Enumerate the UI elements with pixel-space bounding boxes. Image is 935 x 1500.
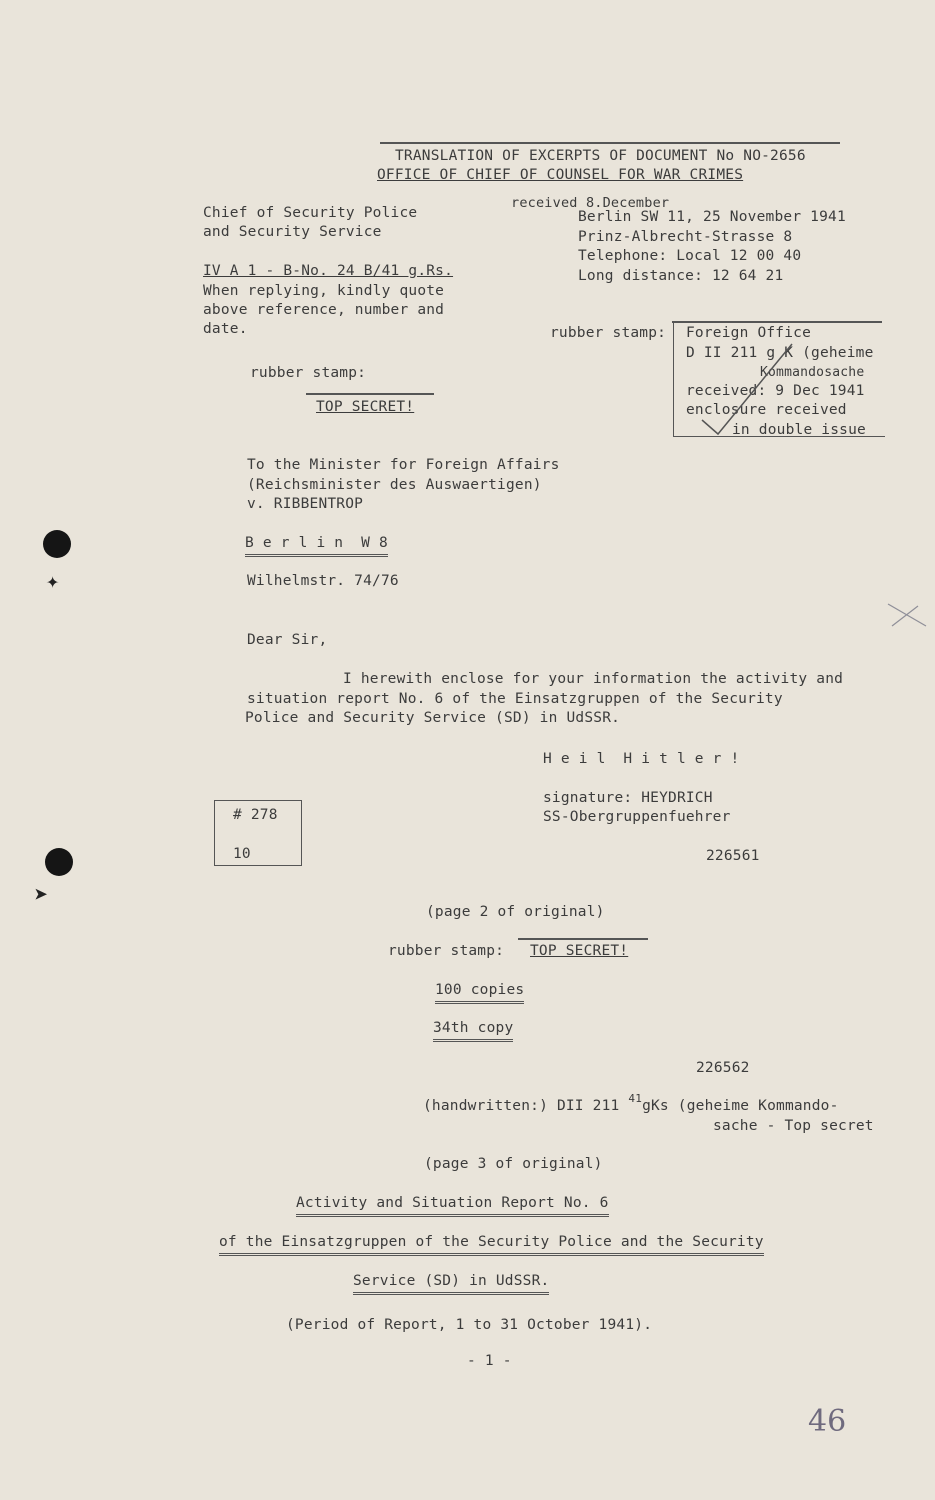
report-period: (Period of Report, 1 to 31 October 1941). (286, 1317, 653, 1333)
stamp-top-secret: TOP SECRET! (316, 399, 415, 415)
filing-box-line-1: # 278 (233, 807, 278, 823)
header-line-1: TRANSLATION OF EXCERPTS OF DOCUMENT No NO-2656 (395, 148, 806, 164)
copy-number: 34th copy (433, 1019, 513, 1042)
address-line-1: Berlin SW 11, 25 November 1941 (578, 209, 846, 225)
fo-stamp-line-4: received: 9 Dec 1941 (686, 383, 865, 399)
fo-stamp-line-1: Foreign Office (686, 325, 812, 341)
signature-line-1: signature: HEYDRICH (543, 790, 713, 806)
handwritten-reference-prefix: (handwritten:) DII 211 (423, 1098, 620, 1114)
sender-line-1: Chief of Security Police (203, 205, 418, 221)
report-title-line-3: Service (SD) in UdSSR. (353, 1272, 549, 1295)
body-line-3: Police and Security Service (SD) in UdSSR. (245, 710, 621, 726)
sender-line-2: and Security Service (203, 224, 382, 240)
sender-note-2: above reference, number and (203, 302, 445, 318)
recipient-line-2: (Reichsminister des Auswaertigen) (247, 477, 542, 493)
sender-reference: IV A 1 - B-No. 24 B/41 g.Rs. (203, 263, 454, 279)
address-line-4: Long distance: 12 64 21 (578, 268, 784, 284)
stamp-label: rubber stamp: (250, 365, 367, 381)
sender-note-3: date. (203, 321, 248, 337)
report-title-line-2: of the Einsatzgruppen of the Security Police and the Security (219, 1233, 764, 1256)
fo-stamp-line-2: D II 211 g K (geheime (686, 345, 874, 361)
salutation: Dear Sir, (247, 632, 328, 648)
ink-mark: ➤ (34, 881, 49, 909)
address-line-3: Telephone: Local 12 00 40 (578, 248, 802, 264)
punch-hole-bottom (45, 848, 73, 876)
sender-note-1: When replying, kindly quote (203, 283, 445, 299)
handwritten-reference-suffix: gKs (geheime Kommando- (642, 1098, 839, 1114)
body-line-1: I herewith enclose for your information the activity and (343, 671, 844, 687)
document-number-2: 226562 (696, 1060, 750, 1076)
document-number-1: 226561 (706, 848, 760, 864)
page-2-stamp-rule (518, 938, 648, 940)
body-line-2: situation report No. 6 of the Einsatzgruppen of the Security (247, 691, 783, 707)
header-rule (380, 142, 840, 144)
fo-stamp-line-5: enclosure received (686, 402, 847, 418)
page-number: - 1 - (467, 1353, 512, 1369)
fo-stamp-line-6: in double issue (732, 422, 866, 438)
closing: H e i l H i t l e r ! (543, 751, 740, 767)
page-3-marker: (page 3 of original) (424, 1156, 603, 1172)
handwritten-reference-line-2: sache - Top secret (713, 1118, 874, 1134)
check-mark-annotation (700, 340, 800, 440)
report-title-line-1: Activity and Situation Report No. 6 (296, 1194, 609, 1217)
handwritten-page-number: 46 (808, 1404, 847, 1439)
page-2-stamp-label: rubber stamp: (388, 943, 505, 959)
address-line-2: Prinz-Albrecht-Strasse 8 (578, 229, 793, 245)
handwritten-reference-line-1 (423, 1092, 839, 1116)
recipient-line-3: v. RIBBENTROP (247, 496, 364, 512)
recipient-city: B e r l i n W 8 (245, 534, 388, 557)
received-note: received 8.December (511, 195, 670, 211)
cross-mark (886, 602, 928, 628)
copies-count: 100 copies (435, 981, 524, 1004)
fo-stamp-label: rubber stamp: (550, 325, 667, 341)
page-2-stamp-text: TOP SECRET! (530, 943, 629, 959)
signature-line-2: SS-Obergruppenfuehrer (543, 809, 731, 825)
page-2-marker: (page 2 of original) (426, 904, 605, 920)
punch-hole-top (43, 530, 71, 558)
header-line-2: OFFICE OF CHIEF OF COUNSEL FOR WAR CRIMES (377, 167, 744, 183)
recipient-street: Wilhelmstr. 74/76 (247, 573, 399, 589)
ink-mark: ✦ (46, 569, 60, 594)
handwritten-reference-superscript: 41 (628, 1092, 643, 1105)
fo-stamp-line-3: Kommandosache (760, 365, 865, 380)
recipient-line-1: To the Minister for Foreign Affairs (247, 457, 560, 473)
filing-box-line-2: 10 (233, 846, 251, 862)
stamp-rule (306, 393, 434, 395)
